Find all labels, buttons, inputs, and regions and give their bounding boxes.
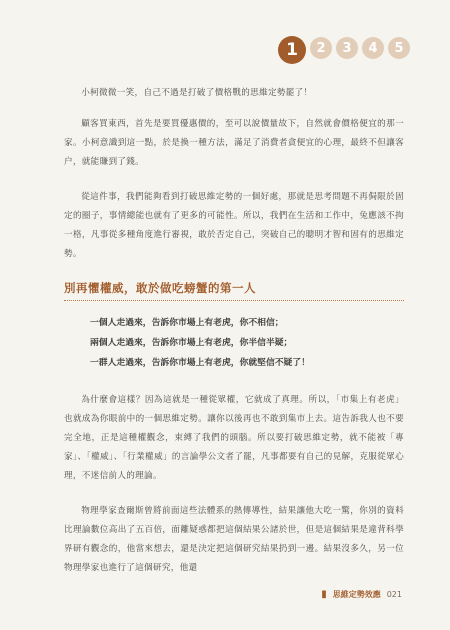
chapter-tab-2[interactable]: 2 <box>310 37 332 59</box>
page-number: 021 <box>386 590 402 599</box>
book-marker-icon: ▮ <box>321 589 327 600</box>
quote-line-3: 一群人走過來，告訴你市場上有老虎，你就堅信不疑了！ <box>90 358 310 368</box>
paragraph-1: 小柯微微一笑，自己不過是打破了價格戰的思維定勢罷了！ <box>81 88 313 98</box>
paragraph-2: 顧客買東西，首先是要買優惠價的，至可以說價量故下，自然就會價格便宜的那一家。小柯意識到這一點，於是換一種方法，滿足了消費者貪便宜的心理，最終不但讓客户，就能賺到了錢。 <box>64 119 404 167</box>
quote-line-2: 兩個人走過來，告訴你市場上有老虎，你半信半疑； <box>90 338 293 348</box>
page-footer <box>321 589 402 600</box>
quote-line-1: 一個人走過來，告訴你市場上有老虎，你不相信； <box>90 318 284 328</box>
chapter-tab-1[interactable]: 1 <box>278 36 306 64</box>
chapter-tab-3[interactable]: 3 <box>336 37 358 59</box>
paragraph-4: 為什麼會這樣？因為這就是一種從眾權，它就成了真理。所以，「市集上有老虎」也就成為你眼前中的一個思維定勢。讓你以後再也不敢到集市上去。這告訴我人也不要完全地，正是這種權觀念，束縛了我們的頭腦。所以要打破思維定勢，就不能被「專家」、「權威」、「行業權威」的言論學公文者了罷，凡事都要有自己的見解，克服從眾心理，不迷信前人的理論。 <box>64 395 404 481</box>
footer-book-title: 思維定勢效應 <box>332 590 381 599</box>
chapter-tab-4[interactable]: 4 <box>362 37 384 59</box>
page-content <box>64 84 404 594</box>
paragraph-5: 物理學家查爾斯曾將前面這些法體系的熱傳導性，結果讓他大吃一驚，你別的資料比理論數位高出了五百倍，面離疑惑都把這個結果公諸於世，但是這個結果是違背科學界研有觀念的，他當來想去，還是決定把這個研究結果扔到一邊。結果沒多久，另一位物理學家也進行了這個研究，他還 <box>64 506 404 573</box>
chapter-tab-5[interactable]: 5 <box>388 37 410 59</box>
paragraph-3: 從這件事，我們能夠看到打破思維定勢的一個好處，那就是思考問題不再侷限於固定的圈子，事情總能也就有了更多的可能性。所以，我們在生活和工作中，兔應該不拘一格，凡事從多種角度進行審視，敢於否定自己，突破自己的聰明才智和固有的思維定勢。 <box>64 192 404 259</box>
chapter-tabs <box>278 34 410 62</box>
section-heading: 別再懼權威，敢於做吃螃蟹的第一人 <box>64 280 404 301</box>
quote-block <box>90 313 404 373</box>
